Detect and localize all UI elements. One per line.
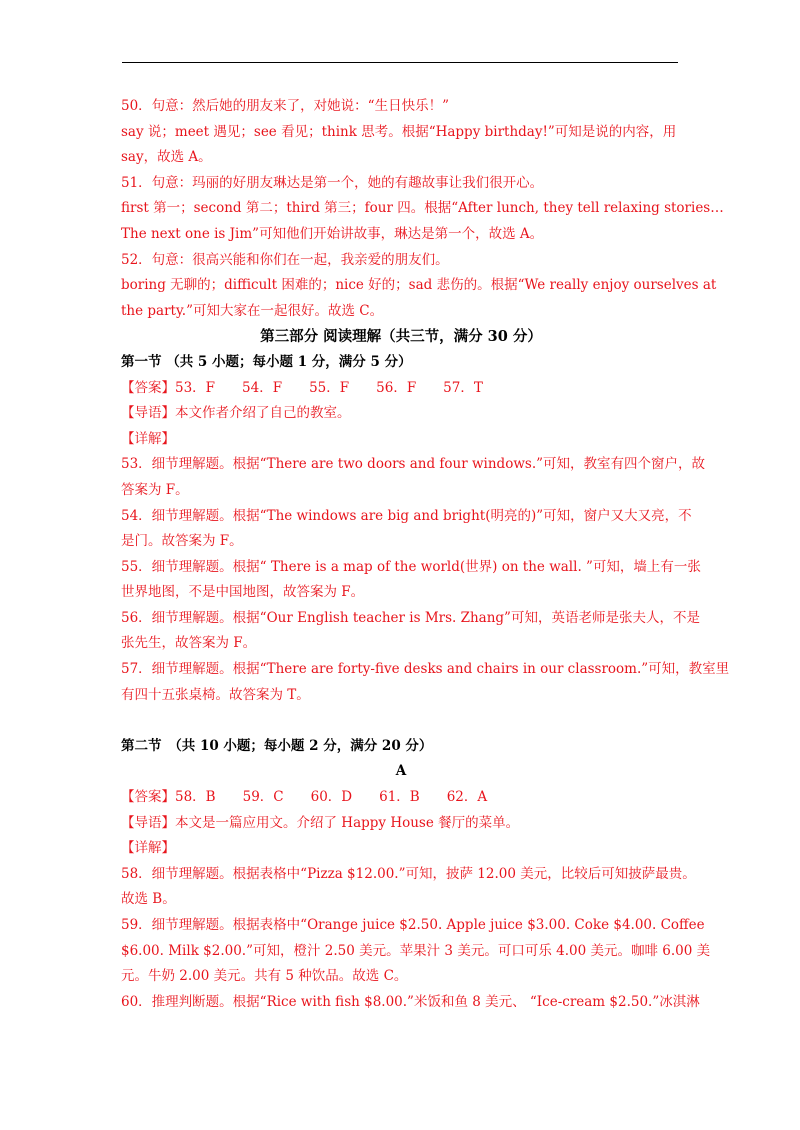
q59-line-2: $6.00. Milk $2.00.”可知，橙汁 2.50 美元。苹果汁 3 美元。可口可乐 4.00 美元。咖啡 6.00 美	[121, 942, 711, 959]
q57-line-1: 57．细节理解题。根据“There are forty-five desks and chairs in our classroom.”可知，教室里	[121, 661, 730, 678]
q51-explanation-line-1: first 第一；second 第二；third 第三；four 四。根据“After lunch, they tell relaxing stories…	[121, 200, 724, 217]
passage-label: A	[395, 763, 407, 780]
section-spacer	[121, 708, 681, 734]
q58-line-2: 故选 B。	[121, 891, 176, 908]
q52-explanation-line-1: boring 无聊的；difficult 困难的；nice 好的；sad 悲伤的。根据“We really enjoy ourselves at	[121, 277, 717, 294]
q50-explanation-line-1: say 说；meet 遇见；see 看见；think 思考。根据“Happy birthday!”可知是说的内容，用	[121, 123, 677, 140]
q53-line-1: 53．细节理解题。根据“There are two doors and four windows.”可知，教室有四个窗户，故	[121, 456, 706, 473]
q55-line-1: 55．细节理解题。根据“ There is a map of the world(世界) on the wall. ”可知，墙上有一张	[121, 558, 701, 575]
section-two-guide: 【导语】本文是一篇应用文。介绍了 Happy House 餐厅的菜单。	[121, 814, 520, 831]
section-two-detail-label: 【详解】	[121, 840, 175, 857]
q60-line-1: 60．推理判断题。根据“Rice with fish $8.00.”米饭和鱼 8 美元、 “Ice-cream $2.50.”冰淇淋	[121, 993, 700, 1010]
q59-line-3: 元。牛奶 2.00 美元。共有 5 种饮品。故选 C。	[121, 968, 408, 985]
section-one-answers: 【答案】53．F 54．F 55．F 56．F 57．T	[121, 379, 483, 396]
q52-explanation-line-2: the party.”可知大家在一起很好。故选 C。	[121, 302, 384, 319]
header-rule	[122, 62, 678, 63]
q52-meaning: 52．句意：很高兴能和你们在一起，我亲爱的朋友们。	[121, 251, 449, 268]
section-two-heading: 第二节 （共 10 小题；每小题 2 分，满分 20 分）	[121, 737, 433, 754]
q54-line-2: 是门。故答案为 F。	[121, 533, 243, 550]
q51-explanation-line-2: The next one is Jim”可知他们开始讲故事，琳达是第一个，故选 A。	[121, 225, 544, 242]
q57-line-2: 有四十五张桌椅。故答案为 T。	[121, 686, 310, 703]
section-one-heading: 第一节 （共 5 小题；每小题 1 分，满分 5 分）	[121, 353, 412, 370]
section-two-answers: 【答案】58．B 59．C 60．D 61．B 62．A	[121, 789, 488, 806]
section-one-detail-label: 【详解】	[121, 430, 175, 447]
section-one-guide: 【导语】本文作者介绍了自己的教室。	[121, 405, 351, 422]
part-three-title: 第三部分 阅读理解（共三节，满分 30 分）	[260, 328, 542, 346]
q56-line-1: 56．细节理解题。根据“Our English teacher is Mrs. Zhang”可知，英语老师是张夫人，不是	[121, 609, 700, 626]
q53-line-2: 答案为 F。	[121, 481, 189, 498]
q55-line-2: 世界地图，不是中国地图，故答案为 F。	[121, 584, 365, 601]
answer-key-page	[121, 94, 730, 1015]
q54-line-1: 54．细节理解题。根据“The windows are big and bright(明亮的)”可知，窗户又大又亮，不	[121, 507, 692, 524]
q50-meaning: 50．句意：然后她的朋友来了，对她说：“生日快乐！”	[121, 98, 449, 114]
q59-line-1: 59．细节理解题。根据表格中“Orange juice $2.50. Apple juice $3.00. Coke $4.00. Coffee	[121, 917, 705, 933]
q58-line-1: 58．细节理解题。根据表格中“Pizza $12.00.”可知，披萨 12.00 美元，比较后可知披萨最贵。	[121, 865, 696, 882]
q51-meaning: 51．句意：玛丽的好朋友琳达是第一个，她的有趣故事让我们很开心。	[121, 174, 544, 191]
q50-explanation-line-2: say，故选 A。	[121, 149, 212, 166]
q56-line-2: 张先生，故答案为 F。	[121, 635, 257, 652]
